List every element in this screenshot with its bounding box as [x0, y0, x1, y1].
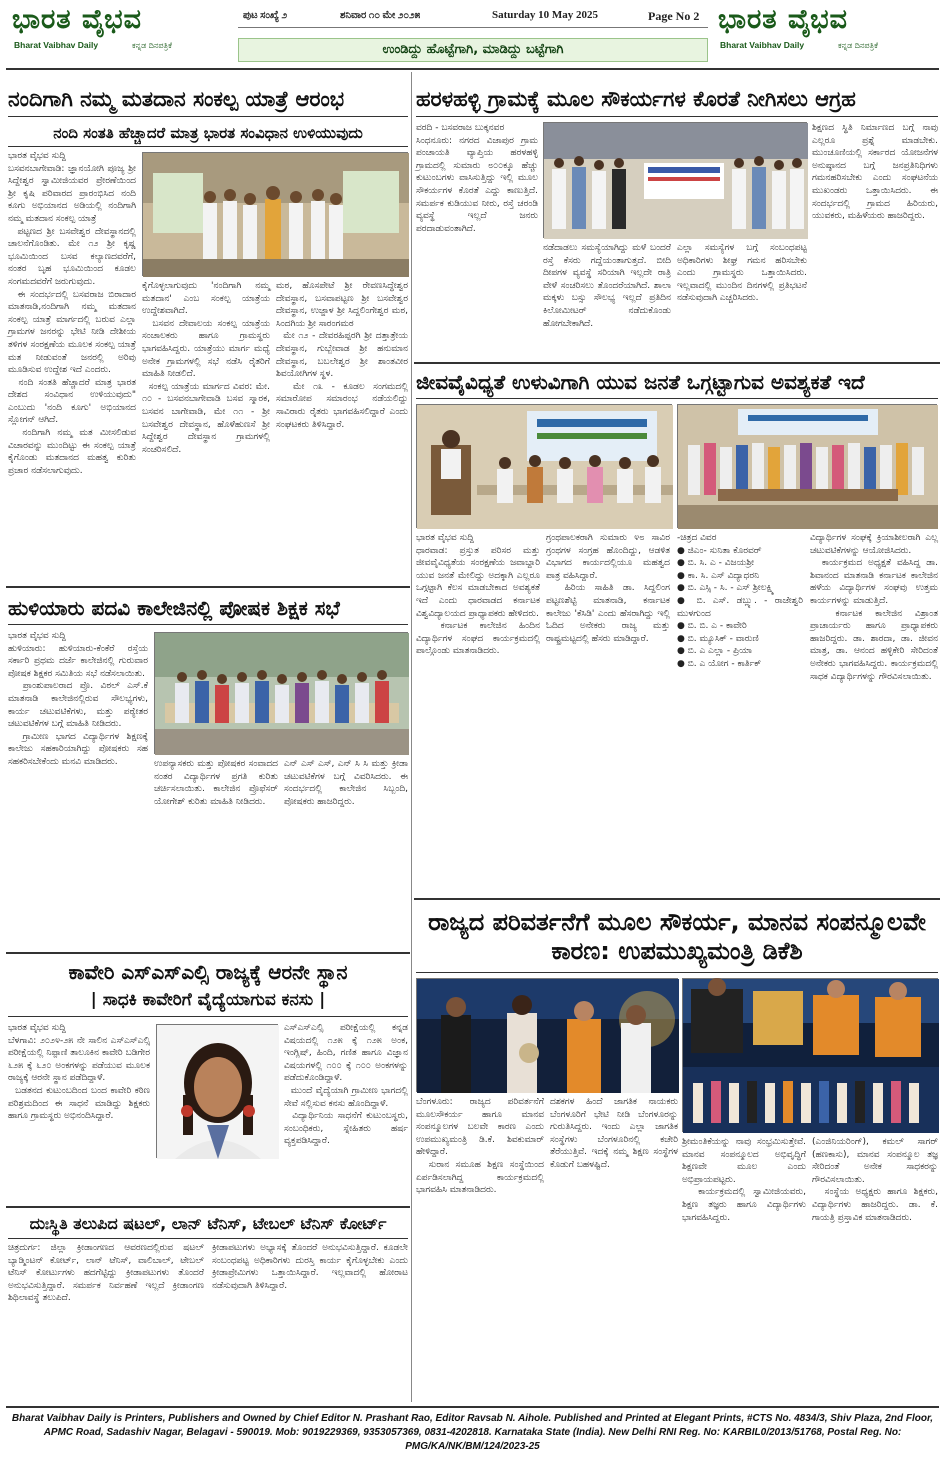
slogan-banner: ಉಂಡಿದ್ದು ಹೊಟ್ಟೆಗಾಗಿ, ಮಾಡಿದ್ದು ಬಟ್ಟೆಗಾಗಿ — [238, 38, 708, 62]
article1-photo — [142, 152, 408, 276]
article6-column-1: ಚಿತ್ರದುರ್ಗ: ಜಿಲ್ಲಾ ಕ್ರೀಡಾಂಗಣದ ಆವರಣದಲ್ಲಿರುವ ಷಟಲ್ ಬ್ಯಾಡ್ಮಿಂಟನ್ ಕೋರ್ಟ್, ಲಾನ್ ಟೆನಿಸ್, ವಾಲಿಬಾಲ್, ಟೇಬಲ್ ಟೆನಿಸ್ ಕೋರ್ಟುಗಳು ಹದಗೆಟ್ಟಿದ್ದು ಕ್ರೀಡಾಪಟುಗಳು ತೊಂದರೆ ಅನುಭವಿಸುತ್ತಿದ್ದಾರೆ. ಸಮರ್ಪಕ ನಿರ್ವಹಣೆ ಇಲ್ಲದೆ ಕ್ರೀಡಾಂಗಣ ಶಿಥಿಲಾವಸ್ಥೆ ತಲುಪಿದೆ. — [8, 1243, 207, 1304]
article1-rule — [8, 116, 408, 117]
article5-column-1: ಭಾರತ ವೈಭವ ಸುದ್ದಿ ಬೆಳಗಾವಿ: ೨೦೨೪-೨೫ ನೇ ಸಾಲಿನ ಎಸ್ಎಸ್ಎಲ್ಸಿ ಪರೀಕ್ಷೆಯಲ್ಲಿ ನಿಪ್ಪಾಣಿ ತಾಲೂಕಿನ ಕಾವೇರಿ ಬಡಿಗೇರ ೬೨೫ ಕ್ಕೆ ೬೨೦ ಅಂಕಗಳನ್ನು ಪಡೆಯುವ ಮೂಲಕ ರಾಜ್ಯಕ್ಕೆ ಆರನೇ ಸ್ಥಾನ ಪಡೆದಿದ್ದಾಳೆ. ಬಡತನದ ಕುಟುಂಬದಿಂದ ಬಂದ ಕಾವೇರಿ ಕಠಿಣ ಪರಿಶ್ರಮದಿಂದ ಈ ಸಾಧನೆ ಮಾಡಿದ್ದು ಶಿಕ್ಷಕರು ಹಾಗೂ ಗ್ರಾಮಸ್ಥರು ಅಭಿನಂದಿಸಿದ್ದಾರೆ. — [8, 1023, 150, 1122]
article3-rule — [416, 398, 938, 399]
article1-column-1: ಭಾರತ ವೈಭವ ಸುದ್ದಿ ಬಸವನಬಾಗೇವಾಡಿ: ಜ್ಞಾನಯೋಗಿ ಪೂಜ್ಯ ಶ್ರೀ ಸಿದ್ದೇಶ್ವರ ಸ್ವಾಮೀಜಿಯವರ ಪ್ರೇರಣೆಯಿಂದ ಶ್ರೀ ಕೃಷಿ ಪರಿವಾರದ ಪ್ರಾರಂಭಿಸಿದ ನಂದಿ ಕೂಗು ಅಭಿಯಾನದ ಅಡಿಯಲ್ಲಿ ನಂದಿಗಾಗಿ ನಮ್ಮ ಮತದಾನ ಸಂಕಲ್ಪ ಯಾತ್ರೆ ಪಟ್ಟಣದ ಶ್ರೀ ಬಸವೇಶ್ವರ ದೇವಸ್ಥಾನದಲ್ಲಿ ಚಾಲನೆಗೊಂಡಿತು. ಮೇ ೧೨ ಶ್ರೀ ಕೃಷ್ಣ ಭೂಮಿಯಿಂದ ಬಸವ ಕಲ್ಯಾಣದವರೆಗೆ, ನಂತರ ಬೃಹ ಭೂಮಿಯಿಂದ ಕೂಡಲ ಸಂಗಮದವರೆಗೆ ಜರುಗುವುದು. ಈ ಸಂದರ್ಭದಲ್ಲಿ ಬಸವರಾಜ ಬಿರಾದಾರ ಮಾತನಾಡಿ,ನಂದಿಗಾಗಿ ನಮ್ಮ ಮತದಾನ ಸಂಕಲ್ಪ ಯಾತ್ರೆ ಮಾರ್ಗದಲ್ಲಿ ಬರುವ ಎಲ್ಲಾ ಗ್ರಾಮಗಳ ಜನರನ್ನು ಭೇಟಿ ನೀಡಿ ದೇಶೀಯ ತಳಿಗಳ ಸಂರಕ್ಷಣೆಯ ಮೂಲಕ ಸಂಕಲ್ಪ ಯಾತ್ರೆ ಮತ ನೀಡುವಂತೆ ಜನರಲ್ಲಿ ಅರಿವು ಮೂಡಿಸುವ ಉದ್ದೇಶ ಇದೆ ಎಂದರು. ನಂದಿ ಸಂತತಿ ಹೆಚ್ಚಾದರೆ ಮಾತ್ರ ಭಾರತ ದೇಶದ ಸಂವಿಧಾನ ಉಳಿಯುವುದು" ಎಂಬುದು 'ನಂದಿ ಕೂಗು' ಅಭಿಯಾನದ ಸ್ಲೋಗನ್ ಆಗಿದೆ. ನಂದಿಗಾಗಿ ನಮ್ಮ ಮತ ಮೀಸಲಿಡುವ ವಿಚಾರವನ್ನು ಮುಂದಿಟ್ಟು ಈ ಸಂಕಲ್ಪ ಯಾತ್ರೆ ಕೈಗೊಂಡು ಮತದಾನದ ಮಹತ್ವ ಕುರಿತು ಪ್ರಚಾರ ನಡೆಸಲಾಗುವುದು. — [8, 151, 136, 476]
article4-column-1: ಭಾರತ ವೈಭವ ಸುದ್ದಿ ಹುಳಿಯಾರು: ಹುಳಿಯಾರು-ಕೆಂಕೆರೆ ರಸ್ತೆಯ ಸರ್ಕಾರಿ ಪ್ರಥಮ ದರ್ಜೆ ಕಾಲೇಜಿನಲ್ಲಿ ಗುರುವಾರ ಪೋಷಕ ಶಿಕ್ಷಕರ ಸಮಿತಿಯ ಸಭೆ ನಡೆಸಲಾಯಿತು. ಪ್ರಾಂಶುಪಾಲರಾದ ಪ್ರೊ. ವಿಠಲ್ ಎಸ್.ಕೆ ಮಾತನಾಡಿ ಕಾಲೇಜಿನಲ್ಲಿರುವ ಸೌಲಭ್ಯಗಳು, ಕಾರ್ಯ ಚಟುವಟಿಕೆಗಳು, ಮತ್ತು ಪಠ್ಯೇತರ ಚಟುವಟಿಕೆಗಳ ಬಗ್ಗೆ ಮಾಹಿತಿ ನೀಡಿದರು. ಗ್ರಾಮೀಣ ಭಾಗದ ವಿದ್ಯಾರ್ಥಿಗಳ ಶಿಕ್ಷಣಕ್ಕೆ ಕಾಲೇಜು ಸಹಕಾರಿಯಾಗಿದ್ದು ಪೋಷಕರು ಸಹ ಸಹಕರಿಸಬೇಕೆಂದು ಮನವಿ ಮಾಡಿದರು. — [8, 631, 148, 767]
article1-subhead-rule — [8, 146, 408, 147]
article1-column-2: ಕೈಗೊಳ್ಳಲಾಗುವುದು 'ನಂದಿಗಾಗಿ ನಮ್ಮ ಮತದಾನ' ಎಂಬ ಸಂಕಲ್ಪ ಯಾತ್ರೆಯ ಉದ್ದೇಶವಾಗಿದೆ. ಬಸವನ ದೇವಾಲಯ ಸಂಕಲ್ಪ ಯಾತ್ರೆಯ ಸಂಚಾಲಕರು ಹಾಗೂ ಗ್ರಾಮಸ್ಥರು ಭಾಗವಹಿಸಿದ್ದರು. ಯಾತ್ರೆಯು ಮಾರ್ಗ ಮಧ್ಯೆ ಅನೇಕ ಗ್ರಾಮಗಳಲ್ಲಿ ಸಭೆ ನಡೆಸಿ ರೈತರಿಗೆ ಮಾಹಿತಿ ನೀಡಲಿದೆ. ಸಂಕಲ್ಪ ಯಾತ್ರೆಯ ಮಾರ್ಗದ ವಿವರ: ಮೇ. ೧೦ - ಬಸವನಬಾಗೇವಾಡಿ ಬಸವ ಸ್ಮಾರಕ, ಬಸವನ ಬಾಗೇವಾಡಿ, ಮೇ ೧೧ - ಶ್ರೀ ಬಸವೇಶ್ವರ ದೇವಸ್ಥಾನ, ಹೊಳೆಹುಣಸೆ ಶ್ರೀ ಸಿದ್ದೇಶ್ವರ ದೇವಸ್ಥಾನ ಗ್ರಾಮಗಳಲ್ಲಿ ಸಂಚರಿಸಲಿದೆ. — [142, 281, 270, 455]
masthead-title-left: ಭಾರತ ವೈಭವ — [12, 4, 142, 35]
article5-rule — [8, 1016, 408, 1017]
column-divider — [411, 72, 412, 1402]
article4-headline: ಹುಳಿಯಾರು ಪದವಿ ಕಾಲೇಜಿನಲ್ಲಿ ಪೋಷಕ ಶಿಕ್ಷಕ ಸಭೆ — [8, 596, 340, 620]
article6-column-2: ಕ್ರೀಡಾಪಟುಗಳು ಅಭ್ಯಾಸಕ್ಕೆ ತೊಂದರೆ ಅನುಭವಿಸುತ್ತಿದ್ದಾರೆ. ಕೂಡಲೇ ಸಂಬಂಧಪಟ್ಟ ಅಧಿಕಾರಿಗಳು ದುರಸ್ತಿ ಕಾರ್ಯ ಕೈಗೊಳ್ಳಬೇಕು ಎಂದು ಕ್ರೀಡಾಪ್ರೇಮಿಗಳು ಒತ್ತಾಯಿಸಿದ್ದಾರೆ. ಇಲ್ಲವಾದಲ್ಲಿ ಹೋರಾಟ ನಡೆಸುವುದಾಗಿ ತಿಳಿಸಿದ್ದಾರೆ. — [212, 1243, 411, 1291]
masthead-rule — [6, 68, 939, 70]
article3-column-1: ಭಾರತ ವೈಭವ ಸುದ್ದಿ ಧಾರವಾಡ: ಪ್ರಸ್ತುತ ಪರಿಸರ ಮತ್ತು ಜೀವವೈವಿಧ್ಯತೆಯ ಸಂರಕ್ಷಣೆಯ ಜವಾಬ್ದಾರಿ ಯುವ ಜನತೆ ಮೇಲಿದ್ದು ಅದಕ್ಕಾಗಿ ಎಲ್ಲರೂ ಒಗ್ಗಟ್ಟಾಗಿ ಕೆಲಸ ಮಾಡಬೇಕಾದ ಅವಶ್ಯಕತೆ ಇದೆ ಎಂದು ಧಾರವಾಡದ ಕರ್ನಾಟಕ ವಿಶ್ವವಿದ್ಯಾಲಯದ ಪ್ರಾಧ್ಯಾಪಕರು ಹೇಳಿದರು. ಕರ್ನಾಟಕ ಕಾಲೇಜಿನ ಹಿಂದಿನ ವಿದ್ಯಾರ್ಥಿಗಳ ಸಂಘದ ಕಾರ್ಯಕ್ರಮದಲ್ಲಿ ಪಾಲ್ಗೊಂಡು ಮಾತನಾಡಿದರು. — [416, 533, 540, 657]
date-kannada: ಶನಿವಾರ ೧೦ ಮೇ ೨೦೨೫ — [340, 10, 421, 21]
article6-rule — [8, 1238, 408, 1239]
article2-column-3: ಎಲ್ಲಾ ಸಮಸ್ಯೆಗಳ ಬಗ್ಗೆ ಸಂಬಂಧಪಟ್ಟ ಅಧಿಕಾರಿಗಳು ಶೀಘ್ರ ಗಮನ ಹರಿಸಬೇಕು ಎಂದು ಗ್ರಾಮಸ್ಥರು ಒತ್ತಾಯಿಸಿದರು. ಇಲ್ಲವಾದಲ್ಲಿ ಮುಂದಿನ ದಿನಗಳಲ್ಲಿ ಪ್ರತಿಭಟನೆ ನಡೆಸುವುದಾಗಿ ಎಚ್ಚರಿಸಿದರು. — [677, 243, 810, 304]
date-english: Saturday 10 May 2025 — [492, 9, 599, 21]
article7-photo-1 — [416, 978, 678, 1092]
topline-divider — [238, 27, 708, 28]
masthead-subtitle-left: Bharat Vaibhav Daily — [14, 40, 99, 50]
article5-headline: ಕಾವೇರಿ ಎಸ್ಎಸ್ಎಲ್ಸಿ ರಾಜ್ಯಕ್ಕೆ ಆರನೇ ಸ್ಥಾನ — [68, 960, 348, 984]
article5-student-photo — [156, 1024, 278, 1158]
article2-headline: ಹರಳಹಳ್ಳಿ ಗ್ರಾಮಕ್ಕೆ ಮೂಲ ಸೌಕರ್ಯಗಳ ಕೊರತೆ ನೀಗಿಸಲು ಆಗ್ರಹ — [416, 87, 856, 111]
article5-end-rule — [6, 1206, 410, 1208]
article1-headline: ನಂದಿಗಾಗಿ ನಮ್ಮ ಮತದಾನ ಸಂಕಲ್ಪ ಯಾತ್ರೆ ಆರಂಭ — [8, 87, 345, 111]
article4-photo — [154, 632, 408, 754]
article3-photo-2 — [677, 404, 937, 528]
article1-subhead: ನಂದಿ ಸಂತತಿ ಹೆಚ್ಚಾದರೆ ಮಾತ್ರ ಭಾರತ ಸಂವಿಧಾನ ಉಳಿಯುವುದು — [53, 124, 363, 142]
article7-column-3: ಶ್ರೀಮಂತಿಕೆಯನ್ನು ನಾವು ಸಂಭ್ರಮಿಸುತ್ತೇವೆ. ಮಾನವ ಸಂಪನ್ಮೂಲದ ಅಭಿವೃದ್ಧಿಗೆ ಶಿಕ್ಷಣವೇ ಮೂಲ ಎಂದು ಅಭಿಪ್ರಾಯಪಟ್ಟರು. ಕಾರ್ಯಕ್ರಮದಲ್ಲಿ ಸ್ವಾಮೀಜಿಯವರು, ಶಿಕ್ಷಣ ತಜ್ಞರು ಹಾಗೂ ವಿದ್ಯಾರ್ಥಿಗಳು ಭಾಗವಹಿಸಿದ್ದರು. — [682, 1137, 806, 1223]
masthead-tagline-left: ಕನ್ನಡ ದಿನಪತ್ರಿಕೆ — [132, 41, 173, 50]
article4-column-3: ಎನ್ ಎಸ್ ಎಸ್, ಎನ್ ಸಿ ಸಿ ಮತ್ತು ಕ್ರೀಡಾ ಚಟುವಟಿಕೆಗಳ ಬಗ್ಗೆ ವಿವರಿಸಿದರು. ಈ ಸಂದರ್ಭದಲ್ಲಿ ಕಾಲೇಜಿನ ಸಿಬ್ಬಂದಿ, ಪೋಷಕರು ಹಾಜರಿದ್ದರು. — [284, 759, 411, 807]
article2-end-rule — [414, 362, 940, 364]
article4-rule — [8, 624, 408, 625]
article3-column-3: -ಚಿತ್ರದ ವಿವರ ● ಜಿಎಂ- ಸುನಿತಾ ಕೊರವರ್ ● ಬಿ. ಸಿ. ಎ - ವಿಜಯಶ್ರೀ ● ಕಾ. ಸಿ. ಎಸ್ ವಿದ್ಯಾಧರನಿ ● ಬಿ. ಎಸ್ಸಿ - ಸಿ. - ಎಸ್ ಶ್ರೀಲಕ್ಷ್ಮಿ ● ಬಿ. ಎಸ್. ಡಬ್ಲ್ಯು. - ರಾಜೇಶ್ವರಿ ಮುಳಗುಂದ ● ಬಿ. ಬಿ. ಎ - ಕಾವೇರಿ ● ಬಿ. ಮ್ಯೂಸಿಕ್ - ವಾರುಣಿ ● ಬಿ. ಎ ಎಲ್ಲಾ - ಪ್ರಿಯಾ ● ಬಿ. ಎ ಯೋಗ - ಕಾರ್ತಿಕ್ — [677, 533, 803, 669]
article2-column-4: ಶಿಕ್ಷಣದ ಸ್ಥಿತಿ ನಿರ್ಮಾಣದ ಬಗ್ಗೆ ನಾವು ಎಲ್ಲರೂ ಪ್ರಶ್ನೆ ಮಾಡಬೇಕು. ಮುಂಚೂಣಿಯಲ್ಲಿ ಸರ್ಕಾರದ ಯೋಜನೆಗಳ ಅನುಷ್ಠಾನದ ಬಗ್ಗೆ ಜನಪ್ರತಿನಿಧಿಗಳು ಗಮನಹರಿಸಬೇಕು ಎಂದು ಸಂಘಟನೆಯ ಮುಖಂಡರು ಒತ್ತಾಯಿಸಿದರು. ಈ ಸಂದರ್ಭದಲ್ಲಿ ಗ್ರಾಮದ ಹಿರಿಯರು, ಯುವಕರು, ಮಹಿಳೆಯರು ಹಾಜರಿದ್ದರು. — [812, 123, 941, 222]
article5-column-2: ಎಸ್ಎಸ್ಎಲ್ಸಿ ಪರೀಕ್ಷೆಯಲ್ಲಿ ಕನ್ನಡ ವಿಷಯದಲ್ಲಿ ೧೨೫ ಕ್ಕೆ ೧೨೫ ಅಂಕ, ಇಂಗ್ಲಿಷ್, ಹಿಂದಿ, ಗಣಿತ ಹಾಗೂ ವಿಜ್ಞಾನ ವಿಷಯಗಳಲ್ಲಿ ೧೦೦ ಕ್ಕೆ ೧೦೦ ಅಂಕಗಳನ್ನು ಪಡೆದುಕೊಂಡಿದ್ದಾಳೆ. ಮುಂದೆ ವೈದ್ಯೆಯಾಗಿ ಗ್ರಾಮೀಣ ಭಾಗದಲ್ಲಿ ಸೇವೆ ಸಲ್ಲಿಸುವ ಕನಸು ಹೊಂದಿದ್ದಾಳೆ. ವಿದ್ಯಾರ್ಥಿನಿಯ ಸಾಧನೆಗೆ ಕುಟುಂಬಸ್ಥರು, ಸಂಬಂಧಿಕರು, ಸ್ನೇಹಿತರು ಹರ್ಷ ವ್ಯಕ್ತಪಡಿಸಿದ್ದಾರೆ. — [284, 1023, 408, 1147]
article4-end-rule — [6, 952, 410, 954]
article7-rule — [416, 972, 938, 973]
article2-column-2: ನಡೆದಾಡಲು ಸಮಸ್ಯೆಯಾಗಿದ್ದು ಮಳೆ ಬಂದರೆ ರಸ್ತೆ ಕೆಸರು ಗದ್ದೆಯಂತಾಗುತ್ತದೆ. ಬೀದಿ ದೀಪಗಳ ವ್ಯವಸ್ಥೆ ಸರಿಯಾಗಿ ಇಲ್ಲದೇ ರಾತ್ರಿ ವೇಳೆ ಸಂಚರಿಸಲು ತೊಂದರೆಯಾಗಿದೆ. ಶಾಲಾ ಮಕ್ಕಳು ಬಸ್ಸು ಸೌಲಭ್ಯ ಇಲ್ಲದೆ ಪ್ರತಿದಿನ ಕಿಲೋಮೀಟರ್ ನಡೆದುಕೊಂಡು ಹೋಗಬೇಕಾಗಿದೆ. — [543, 243, 674, 329]
article3-column-2: ಗ್ರಂಥಪಾಲಕರಾಗಿ ಸುಮಾರು ೪೮ ಸಾವಿರ ಗ್ರಂಥಗಳ ಸಂಗ್ರಹ ಹೊಂದಿದ್ದು, ಆಡಳಿತ ವಿಭಾಗದ ಕಾರ್ಯದಲ್ಲಿಯೂ ಮಹತ್ವದ ಪಾತ್ರ ವಹಿಸಿದ್ದಾರೆ. ಹಿರಿಯ ಸಾಹಿತಿ ಡಾ. ಸಿದ್ದಲಿಂಗ ಪಟ್ಟಣಶೆಟ್ಟಿ ಮಾತನಾಡಿ, ಕರ್ನಾಟಕ ಕಾಲೇಜು 'ಕೆಸಿಡಿ' ಎಂದು ಹೆಸರಾಗಿದ್ದು ಇಲ್ಲಿ ಓದಿದ ಅನೇಕರು ರಾಜ್ಯ ಮತ್ತು ರಾಷ್ಟ್ರಮಟ್ಟದಲ್ಲಿ ಹೆಸರು ಮಾಡಿದ್ದಾರೆ. — [546, 533, 670, 644]
issue-number: ಪುಟ ಸಂಖ್ಯೆ ೨ — [243, 10, 288, 21]
article5-subhead: | ಸಾಧಕಿ ಕಾವೇರಿಗೆ ವೈದ್ಯೆಯಾಗುವ ಕನಸು | — [90, 990, 326, 1010]
article1-column-3: ಮಠ, ಹೊಸಪೇಟೆ ಶ್ರೀ ರೇವಣಸಿದ್ಧೇಶ್ವರ ದೇವಸ್ಥಾನ, ಬಸವಾಪಟ್ಟಣ ಶ್ರೀ ಬಸವೇಶ್ವರ ದೇವಸ್ಥಾನ, ಉಜ್ಜಾಳ ಶ್ರೀ ಸಿದ್ದಲಿಂಗೇಶ್ವರ ಮಠ, ಸಿಂದಗಿಯ ಶ್ರೀ ಸಾರಂಗಮಠ ಮೇ ೧೨ - ದೇವರಹಿಪ್ಪರಗಿ ಶ್ರೀ ದತ್ತಾತ್ರೇಯ ದೇವಸ್ಥಾನ, ಗುಬ್ಬೇವಾಡ ಶ್ರೀ ಹನುಮಾನ ದೇವಸ್ಥಾನ, ಬಬಲೇಶ್ವರ ಶ್ರೀ ಶಾಂತವೀರ ಶಿವಯೋಗಿಗಳ ಸ್ಥಳ. ಮೇ ೧೩ - ಕೂಡಲ ಸಂಗಮದಲ್ಲಿ ಸಮಾರೋಪ ಸಮಾರಂಭ ನಡೆಯಲಿದ್ದು ಸಾವಿರಾರು ರೈತರು ಭಾಗವಹಿಸಲಿದ್ದಾರೆ ಎಂದು ಸಂಘಟಕರು ತಿಳಿಸಿದ್ದಾರೆ. — [276, 281, 408, 430]
masthead-subtitle-right: Bharat Vaibhav Daily — [720, 40, 805, 50]
article7-column-2: ದಶಕಗಳ ಹಿಂದೆ ಜಾಗತಿಕ ನಾಯಕರು ಬೆಂಗಳೂರಿಗೆ ಭೇಟಿ ನೀಡಿ ಬೆಂಗಳೂರನ್ನು ಗುರುತಿಸಿದ್ದರು. ಇಂದು ಎಲ್ಲಾ ಜಾಗತಿಕ ಸಂಸ್ಥೆಗಳು ಬೆಂಗಳೂರಿನಲ್ಲಿ ಕಚೇರಿ ತೆರೆಯುತ್ತಿವೆ. ಇದಕ್ಕೆ ನಮ್ಮ ಶಿಕ್ಷಣ ಸಂಸ್ಥೆಗಳ ಕೊಡುಗೆ ಬಹಳಷ್ಟಿದೆ. — [550, 1097, 681, 1170]
article2-column-1: ವರದಿ - ಬಸವರಾಜ ಬುಕ್ಕನವರ ಸಿಂಧನೂರು: ನಗರದ ವಿಜಾಪುರ ಗ್ರಾಮ ಪಂಚಾಯತಿ ವ್ಯಾಪ್ತಿಯ ಹರಳಹಳ್ಳಿ ಗ್ರಾಮದಲ್ಲಿ ಸುಮಾರು ೮೦೦ಕ್ಕೂ ಹೆಚ್ಚು ಕುಟುಂಬಗಳು ವಾಸಿಸುತ್ತಿದ್ದು ಇಲ್ಲಿ ಮೂಲ ಸೌಕರ್ಯಗಳ ಕೊರತೆ ಎದ್ದು ಕಾಣುತ್ತಿದೆ. ಸಮರ್ಪಕ ಕುಡಿಯುವ ನೀರು, ರಸ್ತೆ ಚರಂಡಿ ವ್ಯವಸ್ಥೆ ಇಲ್ಲದೆ ಜನರು ಪರದಾಡುವಂತಾಗಿದೆ. — [416, 123, 538, 234]
article3-end-rule — [414, 898, 940, 900]
article7-column-1: ಬೆಂಗಳೂರು: ರಾಜ್ಯದ ಪರಿವರ್ತನೆಗೆ ಮೂಲಸೌಕರ್ಯ ಹಾಗೂ ಮಾನವ ಸಂಪನ್ಮೂಲಗಳ ಬಲವೇ ಕಾರಣ ಎಂದು ಉಪಮುಖ್ಯಮಂತ್ರಿ ಡಿ.ಕೆ. ಶಿವಕುಮಾರ್ ಹೇಳಿದ್ದಾರೆ. ಸುರಾನ ಸಮೂಹ ಶಿಕ್ಷಣ ಸಂಸ್ಥೆಯಿಂದ ಏರ್ಪಡಿಸಲಾಗಿದ್ದ ಕಾರ್ಯಕ್ರಮದಲ್ಲಿ ಭಾಗವಹಿಸಿ ಮಾತನಾಡಿದರು. — [416, 1097, 544, 1196]
imprint-footer: Bharat Vaibhav Daily is Printers, Publishers and Owned by Chief Editor N. Prashant Rao, Editor Ravsab N. Aihole. Published and Printed at Elegant Prints, #CTS No. 4834/3, Shiv Plaza, 2nd Floor, APMC Road, Sadashiv Nagar, Belagavi - 590019. Mob: 9019229369, 9353057369, 0831-4202818. Karnataka State (India). New Delhi RNI Reg. No: KARBIL0/2013/51768, Postal Reg. No: PMG/KA/NK/BM/124/2023-25 — [11, 1413, 934, 1452]
article1-end-rule — [6, 586, 410, 588]
article4-column-2: ಉಪನ್ಯಾಸಕರು ಮತ್ತು ಪೋಷಕರ ಸಂವಾದದ ನಂತರ ವಿದ್ಯಾರ್ಥಿಗಳ ಪ್ರಗತಿ ಕುರಿತು ಚರ್ಚಿಸಲಾಯಿತು. ಕಾಲೇಜಿನ ಪ್ರೊಫೆಸರ್ ಯೋಗೇಶ್ ಕುರಿತು ಮಾಹಿತಿ ನೀಡಿದರು. — [154, 759, 281, 807]
article7-headline: ರಾಜ್ಯದ ಪರಿವರ್ತನೆಗೆ ಮೂಲ ಸೌಕರ್ಯ, ಮಾನವ ಸಂಪನ್ಮೂಲವೇ ಕಾರಣ: ಉಪಮುಖ್ಯಮಂತ್ರಿ ಡಿಕೆಶಿ — [428, 908, 926, 965]
article7-photo-2 — [682, 978, 938, 1132]
article7-column-4: (ಎಂಜಿನಿಯರಿಂಗ್), ಕಮಲ್ ಸಾಗರ್ (ಹಣಕಾಸು), ಮಾನವ ಸಂಪನ್ಮೂಲ ತಜ್ಞ ಸೇರಿದಂತೆ ಅನೇಕ ಸಾಧಕರನ್ನು ಗೌರವಿಸಲಾಯಿತು. ಸಂಸ್ಥೆಯ ಅಧ್ಯಕ್ಷರು ಹಾಗೂ ಶಿಕ್ಷಕರು, ವಿದ್ಯಾರ್ಥಿಗಳು ಹಾಜರಿದ್ದರು. ಡಾ. ಕೆ. ಗಾಯತ್ರಿ ಪ್ರಸ್ತಾವಿಕ ಮಾತನಾಡಿದರು. — [812, 1137, 938, 1223]
footer-rule — [6, 1406, 939, 1408]
article3-headline: ಜೀವವೈವಿಧ್ಯತೆ ಉಳುವಿಗಾಗಿ ಯುವ ಜನತೆ ಒಗ್ಗಟ್ಟಾಗುವ ಅವಶ್ಯಕತೆ ಇದೆ — [416, 370, 865, 394]
article6-headline: ದುಃಸ್ಥಿತಿ ತಲುಪಿದ ಷಟಲ್, ಲಾನ್ ಟೆನಿಸ್, ಟೇಬಲ್ ಟೆನಿಸ್ ಕೋರ್ಟ್ — [29, 1214, 387, 1233]
masthead-title-right: ಭಾರತ ವೈಭವ — [718, 4, 848, 35]
article2-photo — [543, 122, 807, 238]
article3-column-4: ವಿದ್ಯಾರ್ಥಿಗಳ ಸಂಘಕ್ಕೆ ಕ್ರಿಯಾಶೀಲರಾಗಿ ಎಲ್ಲ ಚಟುವಟಿಕೆಗಳನ್ನು ಆಯೋಜಿಸಿದರು. ಕಾರ್ಯಕ್ರಮದ ಅಧ್ಯಕ್ಷತೆ ವಹಿಸಿದ್ದ ಡಾ. ಶಿವಾನಂದ ಮಾತನಾಡಿ ಕರ್ನಾಟಕ ಕಾಲೇಜಿನ ಹಳೆಯ ವಿದ್ಯಾರ್ಥಿಗಳ ಸಂಘವು ಉತ್ತಮ ಕಾರ್ಯಗಳನ್ನು ಮಾಡುತ್ತಿದೆ. ಕರ್ನಾಟಕ ಕಾಲೇಜಿನ ವಿಶ್ರಾಂತ ಪ್ರಾಚಾರ್ಯರು ಹಾಗೂ ಪ್ರಾಧ್ಯಾಪಕರು ಹಾಜರಿದ್ದರು. ಡಾ. ಶಾರದಾ, ಡಾ. ಜೀವನ ಮಾತ್ರ, ಡಾ. ಆನಂದ ಹಳ್ಳಿಕೇರಿ ಸೇರಿದಂತೆ ಅನೇಕರು ಭಾಗವಹಿಸಿದ್ದರು. ಕಾರ್ಯಕ್ರಮದಲ್ಲಿ ಸಾಧಕ ವಿದ್ಯಾರ್ಥಿಗಳನ್ನು ಗೌರವಿಸಲಾಯಿತು. — [810, 533, 938, 682]
page-number: Page No 2 — [648, 9, 700, 23]
article2-rule — [416, 116, 938, 117]
article3-photo-1 — [416, 404, 672, 528]
masthead-tagline-right: ಕನ್ನಡ ದಿನಪತ್ರಿಕೆ — [838, 41, 879, 50]
